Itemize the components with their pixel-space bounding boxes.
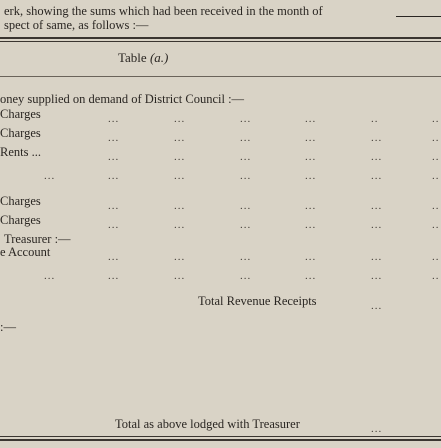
dot-leader: ... [108,113,120,125]
dot-leader: ... [305,170,317,182]
dot-leader: ... [305,200,317,212]
table-title-label: (a.) [149,50,169,65]
dot-leader: .. [432,251,440,263]
dot-leader: ... [240,219,252,231]
dot-leader: ... [371,251,383,263]
intro-line-2: spect of same, as follows :— [4,18,149,32]
dot-leader: ... [371,219,383,231]
dot-leader: .. [432,170,440,182]
section-heading: oney supplied on demand of District Council :— [0,92,245,106]
lower-heading: :— [0,320,16,334]
dot-leader: ... [108,219,120,231]
table-title-word: Table [118,50,147,65]
dot-leader: ... [305,270,317,282]
dot-leader: ... [371,170,383,182]
dot-leader: .. [432,219,440,231]
total-lodged-label: Total as above lodged with Treasurer [115,417,300,431]
dot-leader: ... [305,251,317,263]
dot-leader: ... [371,132,383,144]
dot-leader: ... [240,151,252,163]
dot-leader: ... [371,270,383,282]
dot-leader: ... [240,200,252,212]
dot-leader: ... [174,270,186,282]
table-header-rule [0,76,441,77]
dot-leader: ... [174,170,186,182]
dot-leader: ... [108,132,120,144]
dot-leader: ... [240,113,252,125]
dot-leader: ... [108,151,120,163]
month-blank [396,16,441,17]
dot-leader: .. [371,113,379,125]
dot-leader: ... [371,151,383,163]
total-revenue-label: Total Revenue Receipts [198,294,317,308]
top-rule-thin [0,41,441,42]
row-label-6: Charges [0,213,41,227]
row-label-3: Rents ... [0,145,41,159]
top-rule-thick [0,37,441,39]
intro-line-1: erk, showing the sums which had been received in the month of [4,4,323,18]
dot-leader: .. [432,151,440,163]
dot-leader: ... [174,251,186,263]
dot-leader: ... [240,270,252,282]
row-label-2: Charges [0,126,41,140]
dot-leader: ... [371,423,383,435]
dot-leader: ... [240,132,252,144]
dot-leader: .. [432,200,440,212]
dot-leader: ... [240,251,252,263]
row-label-1: Charges [0,107,41,121]
dot-leader: .. [432,113,440,125]
dot-leader: ... [108,251,120,263]
dot-leader: ... [174,113,186,125]
dot-leader: ... [174,151,186,163]
dot-leader: .. [432,270,440,282]
dot-leader: ... [108,200,120,212]
dot-leader: ... [305,151,317,163]
dot-leader: .. [432,132,440,144]
dot-leader: ... [174,200,186,212]
row-label-8: e Account [0,245,51,259]
dot-leader: ... [108,270,120,282]
dot-leader: ... [240,170,252,182]
dot-leader: ... [371,300,383,312]
dot-leader: ... [305,132,317,144]
dot-leader: ... [44,270,56,282]
dot-leader: ... [108,170,120,182]
dot-leader: ... [174,219,186,231]
bottom-rule-thin [0,436,441,437]
bottom-rule-thick [0,439,441,441]
row-label-5: Charges [0,194,41,208]
row-label-7: Treasurer :— [4,232,71,246]
dot-leader: ... [305,219,317,231]
dot-leader: ... [174,132,186,144]
dot-leader: ... [305,113,317,125]
dot-leader: ... [44,170,56,182]
table-title [118,51,168,65]
dot-leader: ... [371,200,383,212]
